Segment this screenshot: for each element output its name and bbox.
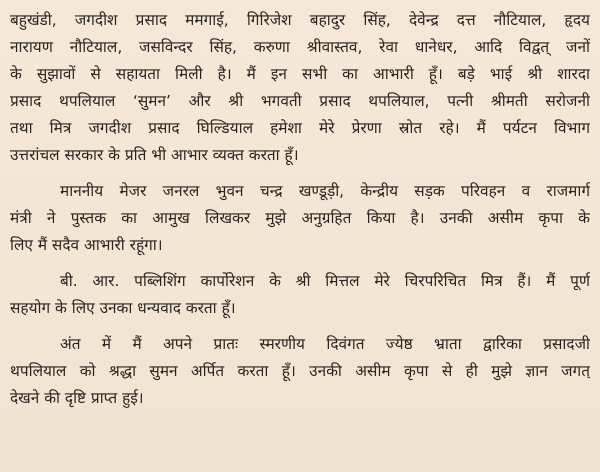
paragraph-2	[10, 178, 590, 259]
text-line: थपलियाल को श्रद्धा सुमन अर्पित करता हूँ। उनकी असीम कृपा से ही मुझे ज्ञान जगत्	[10, 362, 590, 380]
text-line: सहयोग के लिए उनका धन्यवाद करता हूँ।	[10, 299, 236, 317]
text-line: अंत में मैं अपने प्रातः स्मरणीय दिवंगत ज्येष्ठ भ्राता द्वारिका प्रसादजी	[60, 335, 590, 353]
text-line: प्रसाद थपलियाल ‘सुमन’ और श्री भगवती प्रसाद थपलियाल, पत्नी श्रीमती सरोजनी	[10, 92, 590, 110]
text-line: बी. आर. पब्लिशिंग कार्पोरेशन के श्री मित्तल मेरे चिरपरिचित मित्र हैं। मैं पूर्ण	[60, 272, 590, 290]
text-line: देखने की दृष्टि प्राप्त हुई।	[10, 389, 144, 407]
text-line: बहुखंडी, जगदीश प्रसाद ममगाई, गिरिजेश बहादुर सिंह, देवेन्द्र दत्त नौटियाल, हृदय	[10, 11, 590, 29]
paragraph-3	[10, 268, 590, 322]
text-line: उत्तरांचल सरकार के प्रति भी आभार व्यक्त करता हूँ।	[10, 146, 299, 164]
text-line: माननीय मेजर जनरल भुवन चन्द्र खण्डूड़ी, केन्द्रीय सड़क परिवहन व राजमार्ग	[60, 182, 590, 200]
paragraph-1	[10, 7, 590, 169]
text-line: तथा मित्र जगदीश प्रसाद घिल्डियाल हमेशा मेरे प्रेरणा स्रोत रहे। मैं पर्यटन विभाग	[10, 119, 590, 137]
text-line: नारायण नौटियाल, जसविन्दर सिंह, करुणा श्रीवास्तव, रेवा धानेधर, आदि विद्वत् जनों	[10, 38, 590, 56]
text-line: के सुझावों से सहायता मिली है। मैं इन सभी का आभारी हूँ। बड़े भाई श्री शारदा	[10, 65, 590, 83]
text-line: लिए मैं सदैव आभारी रहूंगा।	[10, 236, 163, 254]
text-line: मंत्री ने पुस्तक का आमुख लिखकर मुझे अनुग्रहित किया है। उनकी असीम कृपा के	[10, 209, 590, 227]
paragraph-4	[10, 331, 590, 412]
